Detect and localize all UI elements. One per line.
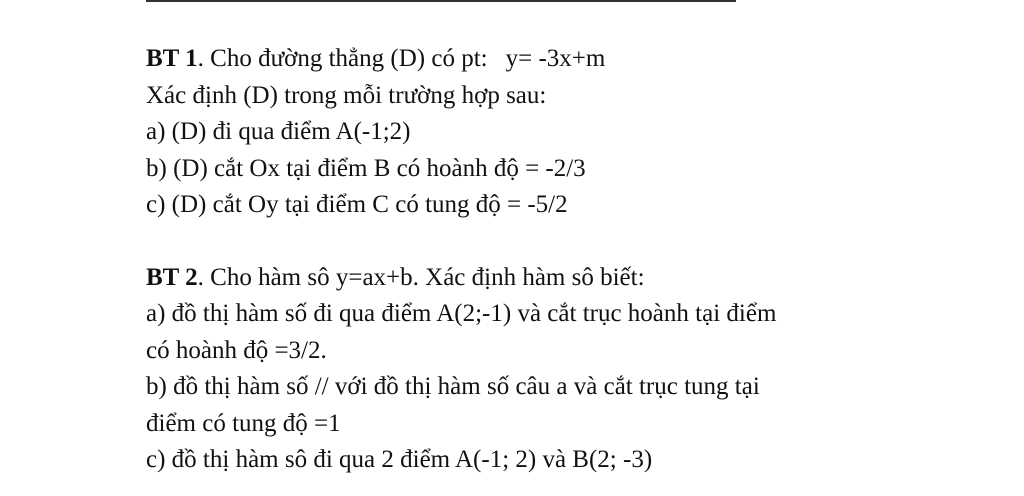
bt1-intro: Xác định (D) trong mỗi trường hợp sau: bbox=[146, 81, 547, 109]
bt1-equation: y= -3x+m bbox=[505, 45, 606, 72]
top-divider bbox=[146, 0, 736, 2]
bt1-title: . Cho đường thẳng (D) có pt: bbox=[197, 45, 488, 72]
bt2-heading bbox=[146, 260, 1006, 297]
bt1-label: BT 1 bbox=[146, 45, 198, 72]
bt1-item-a: a) (D) đi qua điểm A(-1;2) bbox=[146, 118, 411, 145]
exercise-document bbox=[146, 41, 1006, 479]
bt1-heading bbox=[146, 41, 1006, 78]
bt2-line-b: b) đồ thị hàm số // với đồ thị hàm số câu a và cắt trục tung tại bbox=[146, 373, 760, 400]
bt2-line-b-cont: điểm có tung độ =1 bbox=[146, 409, 341, 437]
bt2-line-a-cont: có hoành độ =3/2. bbox=[146, 336, 327, 364]
bt2-line-a: a) đồ thị hàm số đi qua điểm A(2;-1) và cắt trục hoành tại điểm bbox=[146, 300, 777, 327]
bt2-line-c: c) đồ thị hàm sô đi qua 2 điểm A(-1; 2) và B(2; -3) bbox=[146, 446, 653, 473]
bt1-item-c: c) (D) cắt Oy tại điểm C có tung độ = -5/2 bbox=[146, 191, 568, 218]
bt1-item-b: b) (D) cắt Ox tại điểm B có hoành độ = -2/3 bbox=[146, 154, 586, 182]
bt2-label: BT 2 bbox=[146, 263, 198, 291]
bt2-title: . Cho hàm sô y=ax+b. Xác định hàm sô biết: bbox=[197, 263, 645, 291]
